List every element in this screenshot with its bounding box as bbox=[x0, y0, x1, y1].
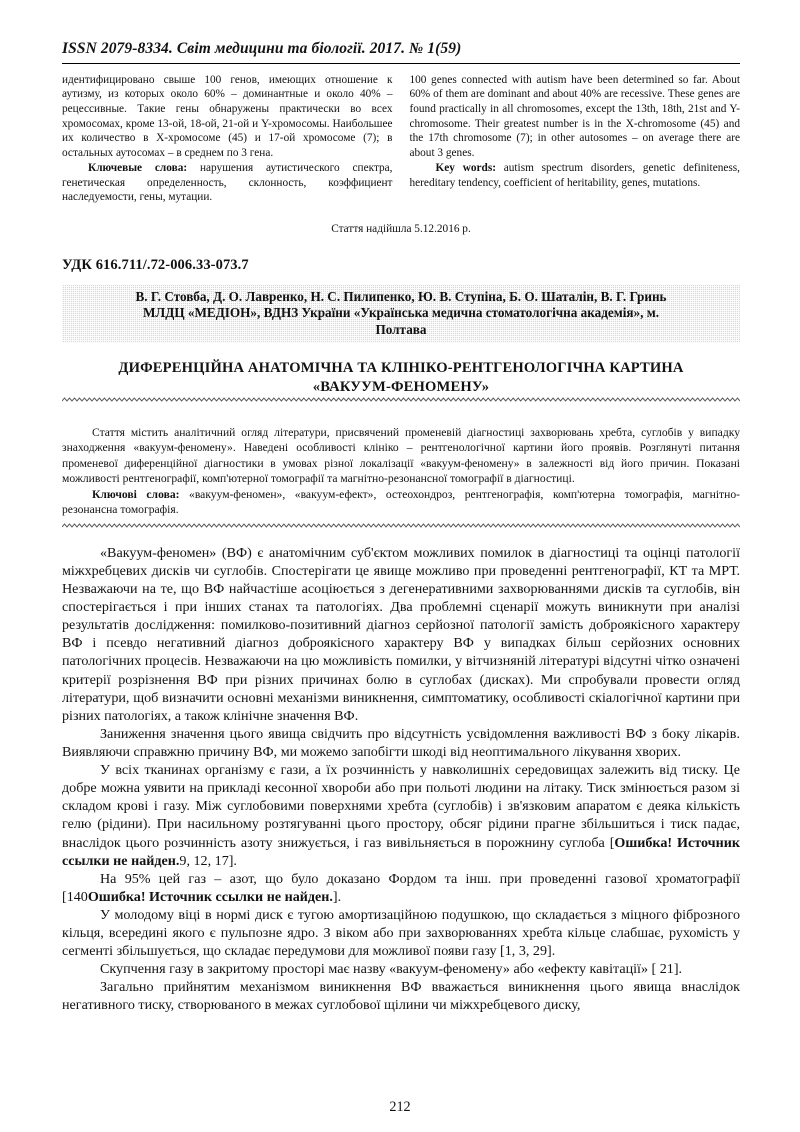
abstract-column-ru bbox=[62, 73, 393, 205]
body-paragraph bbox=[62, 870, 740, 906]
abstract-en-keywords-paragraph bbox=[410, 161, 741, 190]
body-text-run: «Вакуум-феномен» (ВФ) є анатомічним суб'єктом можливих помилок в діагностиці та оцінці патології міжхребцевих дисків чи суглобів. Спостерігати це явище можливо при проведенні рентгенографії, КТ та МРТ. Незважаючи на те, що ВФ найчастіше асоціюється з дегенеративними захворюваннями дисків та суглобів, він спостерігається і при інших станах та патологіях. Два проблемні сценарії можуть виникнути при аналізі результатів дослідження: помилково-позитивний діагноз серйозної патології замість доброякісного характеру ВФ і псевдо негативний діагноз доброякісного характеру ВФ у випадках більш серйозних основних патологічних процесів. Незважаючи на цю можливість помилки, у вітчизняній літературі відсутні чітко означені критерії розрізнення ВФ при різних причинах болю в суглобах (дисках). Ми спробували провести огляд літератури, щоб визначити основні механізми виникнення, симптоматику, особливості скіалогічної картини при різних патологіях, а також клінічне значення ВФ. bbox=[62, 544, 740, 724]
article-abstract-keywords-paragraph bbox=[62, 487, 740, 517]
running-header: ISSN 2079-8334. Світ медицини та біології. 2017. № 1(59) bbox=[62, 40, 462, 57]
abstract-column-en bbox=[410, 73, 741, 205]
body-text-run: Скупчення газу в закритому просторі має назву «вакуум-феномену» або «ефекту кавітації» [ 21]. bbox=[100, 961, 683, 978]
body-text-run: 9, 12, 17]. bbox=[179, 852, 237, 869]
abstract-wave-top bbox=[62, 397, 740, 402]
header-rule bbox=[62, 63, 740, 64]
body-text-run: На 95% цей газ – азот, що було доказано Фордом та інш. при проведенні газової хроматографії [140 bbox=[62, 870, 740, 905]
udc-code: УДК 616.711/.72-006.33-073.7 bbox=[62, 256, 249, 273]
body-text-run: У всіх тканинах організму є гази, а їх розчинність у навколишніх середовищах залежить від тиску. Це добре можна уявити на прикладі кесонної хвороби або при польоті людини на літаку. Тиск змінюється разом зі складом крові і газу. Між суглобовими поверхнями хребта (суглобів) і зв'язковим апаратом є деяка кількість гелю (рідини). При насильному розтягуванні цього простору, обсяг рідини прагне збільшиться і тиск падає, внаслідок цього розчинність азоту знижується, і газ вивільняється в порожнину суглоба [ bbox=[62, 762, 740, 851]
body-paragraph bbox=[62, 960, 740, 978]
article-title-line-2: «ВАКУУМ-ФЕНОМЕНУ» bbox=[312, 379, 490, 396]
authors-line: В. Г. Стовба, Д. О. Лавренко, Н. С. Пилипенко, Ю. В. Ступіна, Б. О. Шаталін, В. Г. Гринь bbox=[135, 288, 667, 304]
body-paragraph bbox=[62, 761, 740, 870]
article-abstract-keywords-text: «вакуум-феномен», «вакуум-ефект», остеохондроз, рентгенографія, комп'ютерна томографія, магнітно-резонансна томографія. bbox=[62, 487, 740, 516]
body-text-run: Загально прийнятим механізмом виникнення ВФ вважається виникнення цього явища внаслідок негативного тиску, створюваного в межах суглобової щілини чи міжхребцевого диску, bbox=[62, 979, 740, 1014]
broken-reference-text: Ошибка! Источник ссылки не найден. bbox=[87, 888, 333, 905]
abstract-ru-body: идентифицировано свыше 100 генов, имеющих отношение к аутизму, из которых около 60% – доминантные и около 40% – рецессивные. Такие гены обнаружены практически во всех хромосомах, кроме 13-ой, 18-ой, 21-ой и Y-хромосомы. Наибольшее их количество в X-хромосоме (45) и 17-ой хромосоме (7); в остальных аутосомах – в среднем по 3 гена. bbox=[62, 73, 393, 159]
abstract-ru-keywords-label: Ключевые слова: bbox=[88, 162, 188, 175]
body-text-run: ]. bbox=[332, 888, 342, 905]
article-abstract bbox=[62, 418, 740, 522]
abstract-en-keywords-label: Key words: bbox=[435, 162, 496, 175]
page-number: 212 bbox=[389, 1099, 411, 1115]
authors-affiliation-block bbox=[62, 285, 740, 344]
article-body bbox=[62, 544, 740, 1015]
body-paragraph bbox=[62, 725, 740, 761]
abstract-ru-keywords-paragraph bbox=[62, 161, 393, 205]
article-title-line-1: ДИФЕРЕНЦІЙНА АНАТОМІЧНА ТА КЛІНІКО-РЕНТГЕНОЛОГІЧНА КАРТИНА bbox=[118, 360, 684, 377]
broken-reference-text: Ошибка! Источник ссылки не найден. bbox=[62, 834, 740, 869]
abstract-wave-bottom bbox=[62, 523, 740, 528]
body-text-run: У молодому віці в нормі диск є тугою амортизаційною подушкою, що складається з міцного фіброзного кільця, всередині якого є пульпозне ядро. З віком або при захворюваннях хребта кільце слабшає, рухомість у сегменті збільшується, що складає передумови для можливої появи газу [1, 3, 29]. bbox=[62, 906, 740, 960]
article-abstract-body: Стаття містить аналітичний огляд літератури, присвячений променевій діагностиці захворювань хребта, суглобів у випадку знаходження «вакуум-феномену». Наведені особливості клініко – рентгенологічної картини його проявів. Розглянуті питання променевої диференційної діагностики в умовах різної локалізації «вакуум-феномену» в залежності від його причин. Показані можливості рентгенографії, комп'ютерної томографії та магнітно-резонансної томографії в діагностиці. bbox=[62, 426, 740, 485]
article-title bbox=[62, 359, 740, 397]
abstract-en-keywords-text: autism spectrum disorders, genetic definiteness, hereditary tendency, coefficient of heritability, genes, mutations. bbox=[409, 162, 740, 189]
body-paragraph bbox=[62, 978, 740, 1014]
received-date: Стаття надійшла 5.12.2016 р. bbox=[331, 222, 471, 235]
body-paragraph bbox=[62, 544, 740, 725]
body-paragraph bbox=[62, 906, 740, 960]
article-abstract-keywords-label: Ключові слова: bbox=[92, 487, 180, 501]
bilingual-abstract-columns bbox=[62, 73, 740, 205]
affiliation-line-2: Полтава bbox=[375, 321, 427, 337]
abstract-ru-keywords-text: нарушения аутистического спектра, генетическая определенность, склонность, коэффициент наследуемости, гены, мутации. bbox=[62, 162, 393, 204]
abstract-en-body: 100 genes connected with autism have been determined so far. About 60% of them are dominant and about 40% are recessive. These genes are found practically in all chromosomes, except the 13th, 18th, 21st and Y-chromosome. Their greatest number is in the X-chromosome (45) and the 17th chromosome (7); in other autosomes – on average there are about 3 genes. bbox=[409, 73, 740, 159]
body-text-run: Заниження значення цього явища свідчить про відсутність усвідомлення важливості ВФ з боку лікарів. Виявляючи справжню причину ВФ, ми можемо запобігти шкоді від неоптимального лікування хворих. bbox=[62, 725, 740, 760]
affiliation-line-1: МЛДЦ «МЕДІОН», ВДНЗ України «Українська медична стоматологічна академія», м. bbox=[142, 305, 660, 321]
